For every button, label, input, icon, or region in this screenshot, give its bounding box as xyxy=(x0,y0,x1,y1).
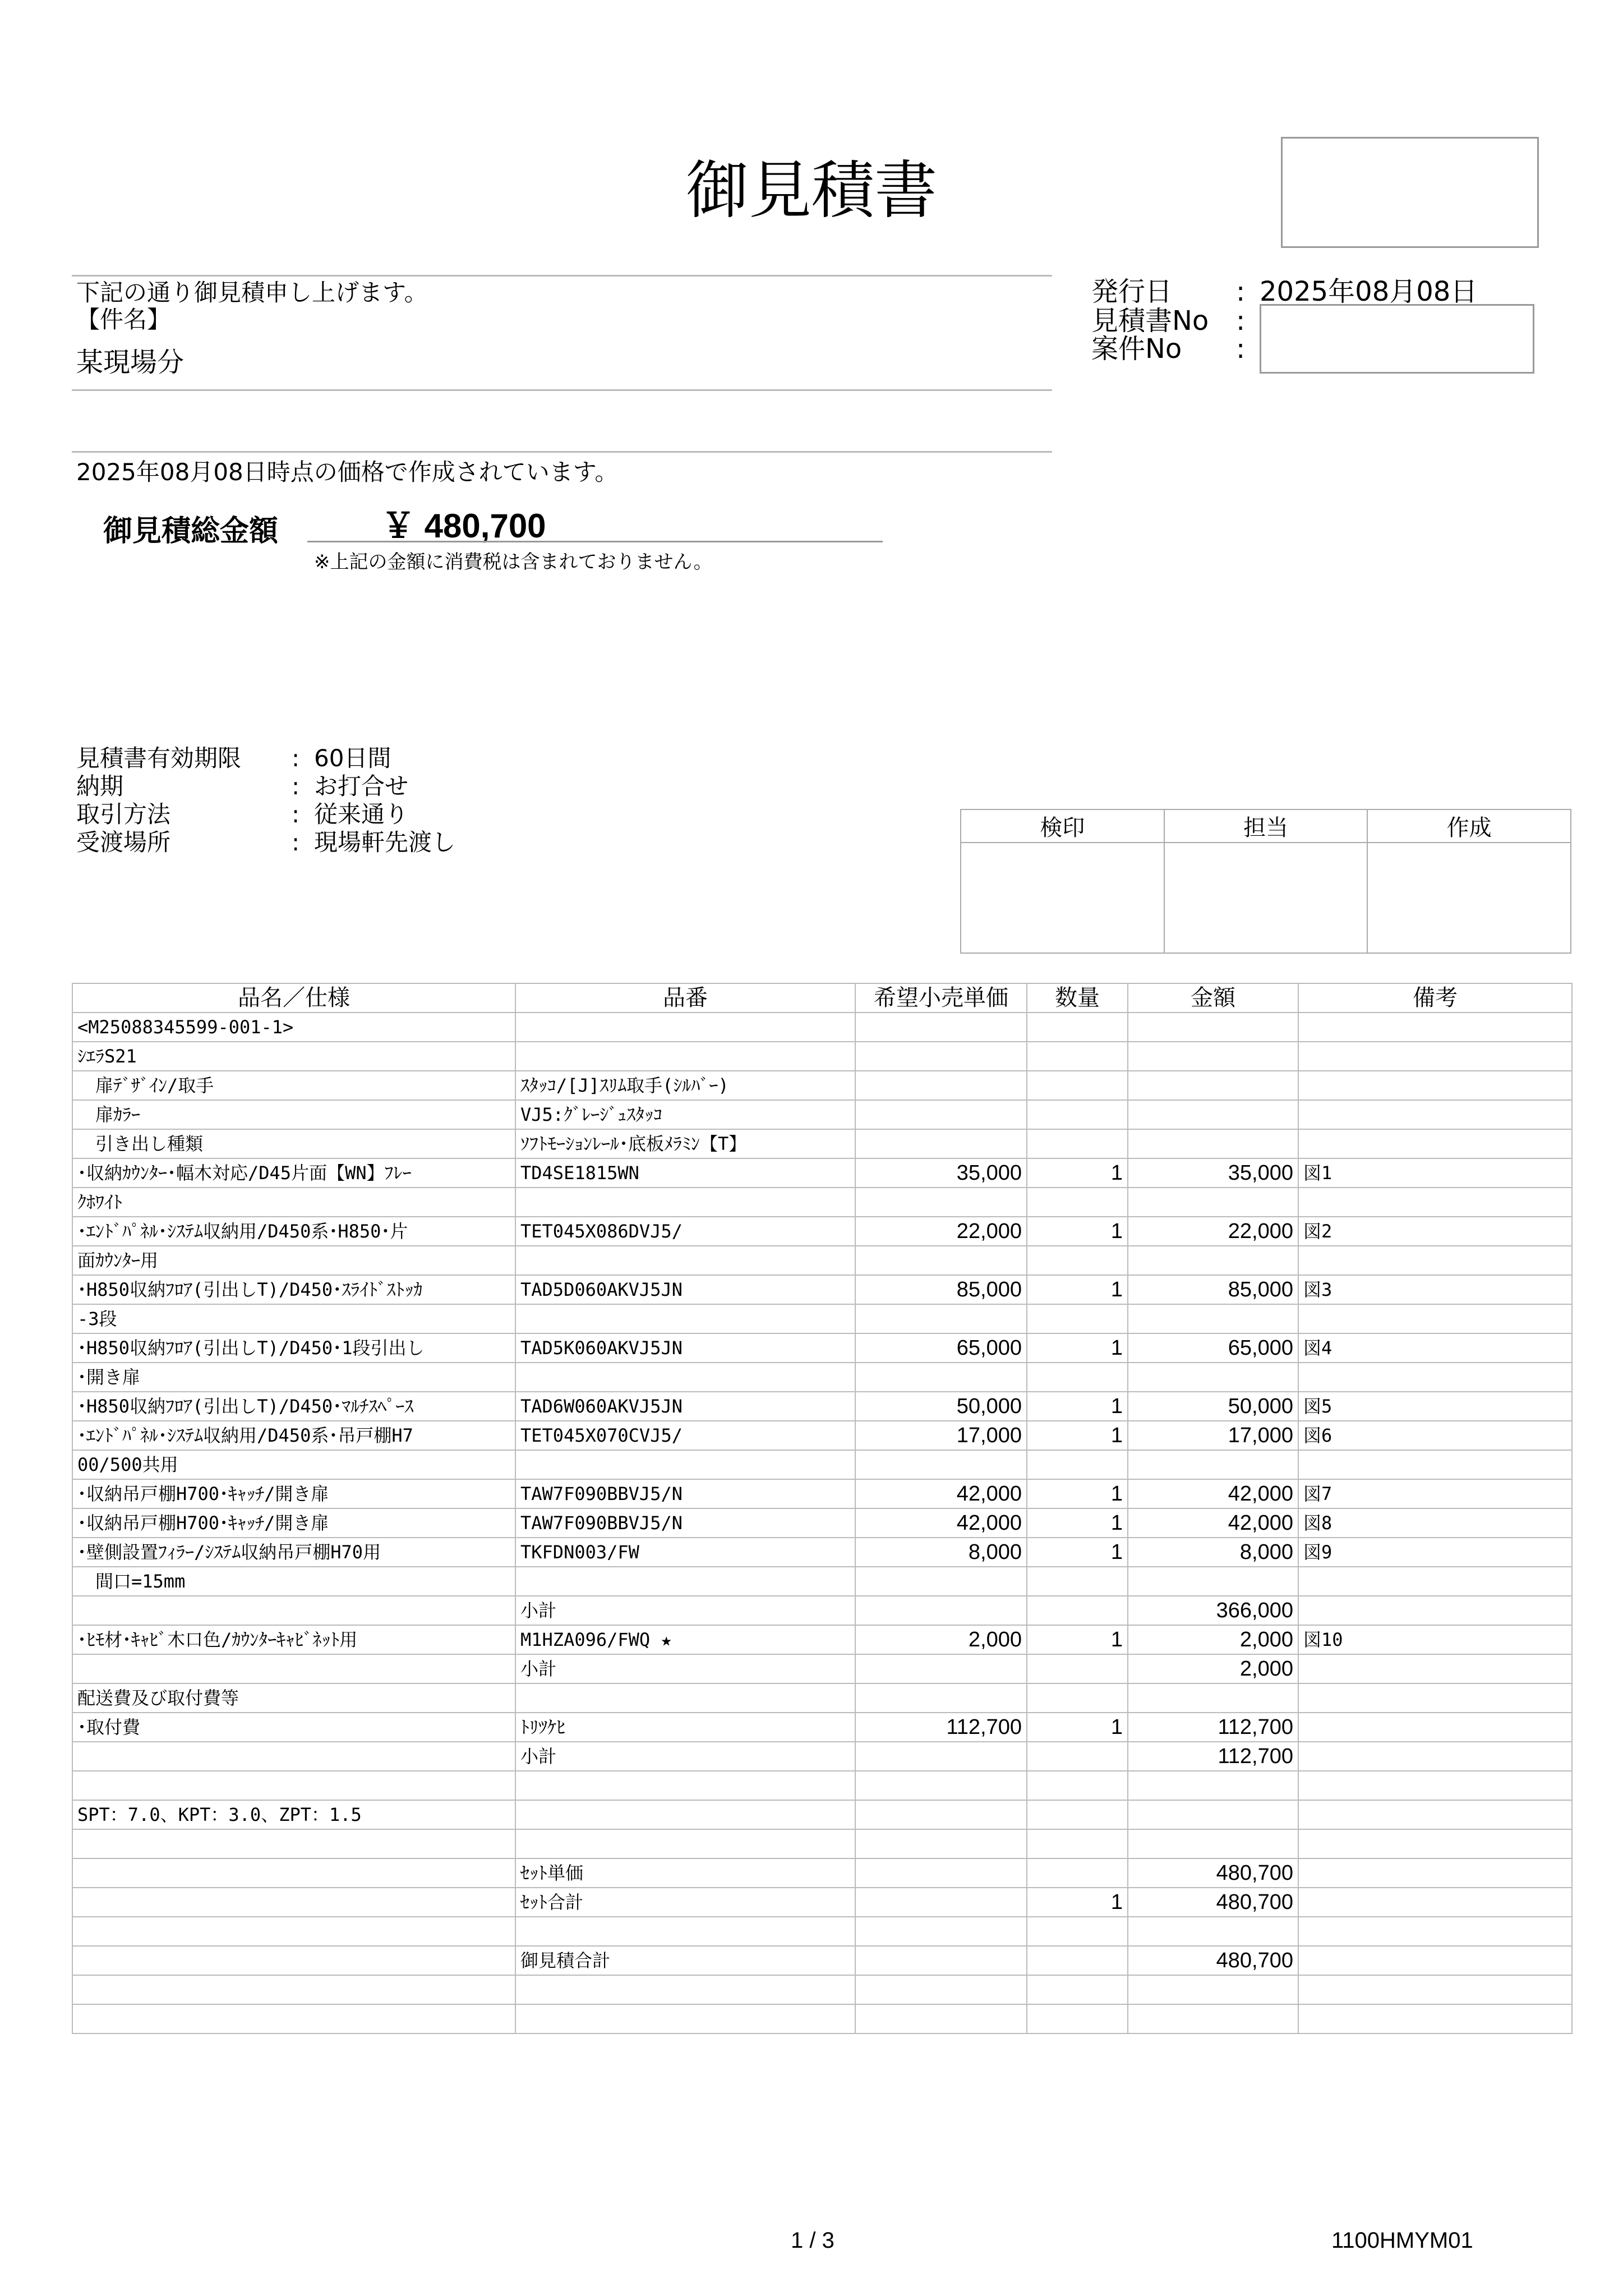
item-name-cell: 引き出し種類 xyxy=(72,1129,515,1158)
quantity-cell xyxy=(1027,1917,1128,1946)
item-name-cell: ｸﾎﾜｲﾄ xyxy=(72,1188,515,1217)
item-name-cell: SPT：7.0、KPT：3.0、ZPT：1.5 xyxy=(72,1800,515,1829)
amount-cell: 35,000 xyxy=(1128,1158,1298,1188)
unit-price-cell xyxy=(855,1188,1027,1217)
remarks-cell xyxy=(1298,1596,1572,1625)
remarks-cell: 図4 xyxy=(1298,1333,1572,1363)
quantity-cell: 1 xyxy=(1027,1538,1128,1567)
table-row xyxy=(72,1071,1572,1100)
item-code-cell: TAW7F090BBVJ5/N xyxy=(515,1479,855,1508)
document-title: 御見積書 xyxy=(686,154,937,227)
amount-cell: 85,000 xyxy=(1128,1275,1298,1304)
table-row xyxy=(72,1042,1572,1071)
item-name-cell: ･収納吊戸棚H700･ｷｬｯﾁ/開き扉 xyxy=(72,1479,515,1508)
quantity-cell: 1 xyxy=(1027,1625,1128,1654)
quantity-cell xyxy=(1027,1946,1128,1975)
quantity-cell xyxy=(1027,1246,1128,1275)
remarks-cell xyxy=(1298,1654,1572,1683)
term-label: 見積書有効期限 xyxy=(76,744,242,772)
quantity-cell xyxy=(1027,1013,1128,1042)
amount-cell: 366,000 xyxy=(1128,1596,1298,1625)
item-name-cell: 配送費及び取付費等 xyxy=(72,1683,515,1713)
amount-cell: 480,700 xyxy=(1128,1946,1298,1975)
remarks-cell xyxy=(1298,1800,1572,1829)
meta-colon: : xyxy=(1236,333,1246,365)
quantity-cell xyxy=(1027,1771,1128,1800)
table-row xyxy=(72,1100,1572,1129)
remarks-cell: 図8 xyxy=(1298,1508,1572,1538)
amount-cell: 17,000 xyxy=(1128,1421,1298,1450)
unit-price-cell: 17,000 xyxy=(855,1421,1027,1450)
item-name-cell: <M25088345599-001-1> xyxy=(72,1013,515,1042)
remarks-cell xyxy=(1298,1771,1572,1800)
amount-cell xyxy=(1128,1042,1298,1071)
quantity-cell xyxy=(1027,1858,1128,1888)
remarks-cell xyxy=(1298,1946,1572,1975)
item-name-cell: ･壁側設置ﾌｨﾗｰ/ｼｽﾃﾑ収納吊戸棚H70用 xyxy=(72,1538,515,1567)
remarks-cell: 図10 xyxy=(1298,1625,1572,1654)
table-row xyxy=(72,1771,1572,1800)
amount-cell: 480,700 xyxy=(1128,1888,1298,1917)
item-code-cell: TET045X070CVJ5/ xyxy=(515,1421,855,1450)
column-header: 金額 xyxy=(1128,983,1298,1013)
tax-note: ※上記の金額に消費税は含まれておりません。 xyxy=(314,551,713,573)
unit-price-cell: 42,000 xyxy=(855,1508,1027,1538)
item-name-cell xyxy=(72,1946,515,1975)
amount-cell xyxy=(1128,1129,1298,1158)
table-row xyxy=(72,1858,1572,1888)
remarks-cell: 図5 xyxy=(1298,1392,1572,1421)
column-header: 希望小売単価 xyxy=(855,983,1027,1013)
remarks-cell xyxy=(1298,2004,1572,2033)
approval-header: 作成 xyxy=(1367,809,1571,843)
table-row xyxy=(72,1975,1572,2004)
remarks-cell xyxy=(1298,1188,1572,1217)
subject-value: 某現場分 xyxy=(76,347,185,378)
item-code-cell: 小計 xyxy=(515,1742,855,1771)
quantity-cell: 1 xyxy=(1027,1508,1128,1538)
divider xyxy=(72,275,1052,277)
quantity-cell xyxy=(1027,1188,1128,1217)
total-underline xyxy=(307,541,883,542)
item-name-cell xyxy=(72,1858,515,1888)
quantity-cell xyxy=(1027,1363,1128,1392)
item-code-cell xyxy=(515,1042,855,1071)
item-code-cell xyxy=(515,1246,855,1275)
item-name-cell: 扉ﾃﾞｻﾞｲﾝ/取手 xyxy=(72,1071,515,1100)
remarks-cell: 図7 xyxy=(1298,1479,1572,1508)
table-row xyxy=(72,1275,1572,1304)
quantity-cell: 1 xyxy=(1027,1713,1128,1742)
term-value: 従来通り xyxy=(314,800,409,828)
table-row xyxy=(72,1683,1572,1713)
quantity-cell xyxy=(1027,1304,1128,1333)
column-header: 数量 xyxy=(1027,983,1128,1013)
item-code-cell: TAD6W060AKVJ5JN xyxy=(515,1392,855,1421)
unit-price-cell xyxy=(855,1013,1027,1042)
item-name-cell: ･H850収納ﾌﾛｱ(引出しT)/D450･ﾏﾙﾁｽﾍﾟｰｽ xyxy=(72,1392,515,1421)
table-row xyxy=(72,1479,1572,1508)
unit-price-cell xyxy=(855,1888,1027,1917)
quantity-cell xyxy=(1027,1596,1128,1625)
unit-price-cell xyxy=(855,1946,1027,1975)
item-code-cell xyxy=(515,1450,855,1479)
items-table xyxy=(72,983,1573,2034)
approval-stamp-cell xyxy=(961,843,1164,953)
item-code-cell: TAD5K060AKVJ5JN xyxy=(515,1333,855,1363)
document-code: 1100HMYM01 xyxy=(1331,2228,1473,2253)
table-row xyxy=(72,1742,1572,1771)
quantity-cell xyxy=(1027,1654,1128,1683)
divider xyxy=(72,451,1052,453)
item-code-cell xyxy=(515,1917,855,1946)
quantity-cell xyxy=(1027,1829,1128,1858)
remarks-cell xyxy=(1298,1450,1572,1479)
table-row xyxy=(72,1363,1572,1392)
price-note: 2025年08月08日時点の価格で作成されています。 xyxy=(76,458,619,486)
item-name-cell: ･収納吊戸棚H700･ｷｬｯﾁ/開き扉 xyxy=(72,1508,515,1538)
unit-price-cell: 65,000 xyxy=(855,1333,1027,1363)
item-name-cell xyxy=(72,1596,515,1625)
quantity-cell xyxy=(1027,1042,1128,1071)
unit-price-cell xyxy=(855,1596,1027,1625)
table-row xyxy=(72,1188,1572,1217)
amount-cell xyxy=(1128,1188,1298,1217)
item-name-cell: 面ｶｳﾝﾀｰ用 xyxy=(72,1246,515,1275)
table-row xyxy=(72,1829,1572,1858)
unit-price-cell xyxy=(855,1771,1027,1800)
term-label: 納期 xyxy=(76,772,124,800)
unit-price-cell xyxy=(855,1742,1027,1771)
item-code-cell xyxy=(515,1771,855,1800)
unit-price-cell: 22,000 xyxy=(855,1217,1027,1246)
remarks-cell xyxy=(1298,1042,1572,1071)
table-row xyxy=(72,1800,1572,1829)
table-row xyxy=(72,1596,1572,1625)
unit-price-cell: 85,000 xyxy=(855,1275,1027,1304)
amount-cell xyxy=(1128,1917,1298,1946)
item-name-cell xyxy=(72,1975,515,2004)
term-colon: : xyxy=(292,800,300,828)
item-name-cell xyxy=(72,1654,515,1683)
unit-price-cell: 2,000 xyxy=(855,1625,1027,1654)
remarks-cell xyxy=(1298,1975,1572,2004)
issue-date-label: 発行日 xyxy=(1091,276,1173,307)
page-number: 1 / 3 xyxy=(791,2228,834,2253)
table-row xyxy=(72,1333,1572,1363)
item-code-cell xyxy=(515,1363,855,1392)
table-row xyxy=(72,1392,1572,1421)
remarks-cell: 図3 xyxy=(1298,1275,1572,1304)
amount-cell xyxy=(1128,1013,1298,1042)
unit-price-cell xyxy=(855,1100,1027,1129)
unit-price-cell xyxy=(855,1071,1027,1100)
quantity-cell: 1 xyxy=(1027,1217,1128,1246)
amount-cell xyxy=(1128,1771,1298,1800)
unit-price-cell: 42,000 xyxy=(855,1479,1027,1508)
table-row xyxy=(72,1246,1572,1275)
item-code-cell: ﾄﾘﾂｹﾋ xyxy=(515,1713,855,1742)
remarks-cell xyxy=(1298,1246,1572,1275)
remarks-cell: 図6 xyxy=(1298,1421,1572,1450)
quantity-cell xyxy=(1027,1742,1128,1771)
issue-date-value: 2025年08月08日 xyxy=(1260,276,1478,307)
quantity-cell xyxy=(1027,1975,1128,2004)
table-row xyxy=(72,1304,1572,1333)
remarks-cell: 図2 xyxy=(1298,1217,1572,1246)
item-name-cell: ｼｴﾗS21 xyxy=(72,1042,515,1071)
item-name-cell: ･ｴﾝﾄﾞﾊﾟﾈﾙ･ｼｽﾃﾑ収納用/D450系･吊戸棚H7 xyxy=(72,1421,515,1450)
amount-cell xyxy=(1128,1100,1298,1129)
amount-cell xyxy=(1128,1363,1298,1392)
item-code-cell xyxy=(515,1975,855,2004)
table-row xyxy=(72,1917,1572,1946)
unit-price-cell xyxy=(855,1800,1027,1829)
unit-price-cell xyxy=(855,1683,1027,1713)
table-row xyxy=(72,1158,1572,1188)
amount-cell: 480,700 xyxy=(1128,1858,1298,1888)
approval-stamp-cell xyxy=(1164,843,1368,953)
unit-price-cell xyxy=(855,1858,1027,1888)
item-code-cell: TD4SE1815WN xyxy=(515,1158,855,1188)
amount-cell: 22,000 xyxy=(1128,1217,1298,1246)
amount-cell: 42,000 xyxy=(1128,1479,1298,1508)
item-name-cell: 00/500共用 xyxy=(72,1450,515,1479)
table-row xyxy=(72,1421,1572,1450)
meta-colon: : xyxy=(1236,305,1246,337)
remarks-cell xyxy=(1298,1888,1572,1917)
unit-price-cell: 112,700 xyxy=(855,1713,1027,1742)
item-code-cell xyxy=(515,1013,855,1042)
quantity-cell: 1 xyxy=(1027,1275,1128,1304)
quantity-cell: 1 xyxy=(1027,1888,1128,1917)
table-row xyxy=(72,1713,1572,1742)
item-name-cell: 間口=15mm xyxy=(72,1567,515,1596)
remarks-cell xyxy=(1298,1013,1572,1042)
total-amount: ￥ 480,700 xyxy=(381,507,546,545)
divider xyxy=(72,389,1052,391)
remarks-cell xyxy=(1298,1829,1572,1858)
quantity-cell xyxy=(1027,1567,1128,1596)
column-header: 備考 xyxy=(1298,983,1572,1013)
table-row xyxy=(72,1129,1572,1158)
item-name-cell: ･H850収納ﾌﾛｱ(引出しT)/D450･1段引出し xyxy=(72,1333,515,1363)
table-row xyxy=(72,2004,1572,2033)
table-row xyxy=(72,1508,1572,1538)
unit-price-cell xyxy=(855,1042,1027,1071)
unit-price-cell xyxy=(855,2004,1027,2033)
table-row xyxy=(72,1013,1572,1042)
table-row xyxy=(72,1654,1572,1683)
item-code-cell: TET045X086DVJ5/ xyxy=(515,1217,855,1246)
unit-price-cell xyxy=(855,1129,1027,1158)
remarks-cell xyxy=(1298,1917,1572,1946)
table-row xyxy=(72,1946,1572,1975)
approval-table xyxy=(960,809,1571,954)
item-code-cell: ｽﾀｯｺ/[J]ｽﾘﾑ取手(ｼﾙﾊﾞｰ) xyxy=(515,1071,855,1100)
amount-cell: 112,700 xyxy=(1128,1713,1298,1742)
table-row xyxy=(72,1538,1572,1567)
item-code-cell xyxy=(515,1829,855,1858)
item-code-cell: ｾｯﾄ合計 xyxy=(515,1888,855,1917)
remarks-cell xyxy=(1298,1363,1572,1392)
table-header-row xyxy=(72,983,1572,1013)
item-code-cell: TKFDN003/FW xyxy=(515,1538,855,1567)
term-colon: : xyxy=(292,744,300,772)
amount-cell: 8,000 xyxy=(1128,1538,1298,1567)
item-name-cell: ･開き扉 xyxy=(72,1363,515,1392)
amount-cell: 42,000 xyxy=(1128,1508,1298,1538)
item-name-cell: 扉ｶﾗｰ xyxy=(72,1100,515,1129)
remarks-cell: 図9 xyxy=(1298,1538,1572,1567)
remarks-cell xyxy=(1298,1742,1572,1771)
unit-price-cell: 8,000 xyxy=(855,1538,1027,1567)
quantity-cell xyxy=(1027,1800,1128,1829)
amount-cell xyxy=(1128,1071,1298,1100)
unit-price-cell xyxy=(855,1450,1027,1479)
item-name-cell xyxy=(72,1917,515,1946)
unit-price-cell xyxy=(855,1654,1027,1683)
term-colon: : xyxy=(292,772,300,800)
item-name-cell xyxy=(72,1771,515,1800)
item-code-cell xyxy=(515,1683,855,1713)
amount-cell: 112,700 xyxy=(1128,1742,1298,1771)
item-code-cell: ｾｯﾄ単価 xyxy=(515,1858,855,1888)
item-code-cell: TAW7F090BBVJ5/N xyxy=(515,1508,855,1538)
remarks-cell xyxy=(1298,1683,1572,1713)
meta-colon: : xyxy=(1236,276,1246,307)
amount-cell: 50,000 xyxy=(1128,1392,1298,1421)
item-name-cell: ･ｴﾝﾄﾞﾊﾟﾈﾙ･ｼｽﾃﾑ収納用/D450系･H850･片 xyxy=(72,1217,515,1246)
column-header: 品名／仕様 xyxy=(72,983,515,1013)
estimate-no-label: 見積書No xyxy=(1091,305,1209,337)
amount-cell xyxy=(1128,1450,1298,1479)
intro-text: 下記の通り御見積申し上げます。 xyxy=(76,279,428,306)
term-value: 現場軒先渡し xyxy=(314,829,456,856)
quantity-cell: 1 xyxy=(1027,1158,1128,1188)
amount-cell: 65,000 xyxy=(1128,1333,1298,1363)
term-value: 60日間 xyxy=(314,744,391,772)
column-header: 品番 xyxy=(515,983,855,1013)
remarks-cell xyxy=(1298,1071,1572,1100)
table-row xyxy=(72,1450,1572,1479)
case-no-label: 案件No xyxy=(1091,333,1182,365)
amount-cell xyxy=(1128,1246,1298,1275)
subject-label: 【件名】 xyxy=(76,306,171,333)
total-label: 御見積総金額 xyxy=(103,514,279,548)
quantity-cell xyxy=(1027,1129,1128,1158)
amount-cell xyxy=(1128,1975,1298,2004)
quantity-cell xyxy=(1027,2004,1128,2033)
unit-price-cell xyxy=(855,1246,1027,1275)
remarks-cell xyxy=(1298,1858,1572,1888)
item-name-cell xyxy=(72,2004,515,2033)
item-name-cell xyxy=(72,1742,515,1771)
item-code-cell: ｿﾌﾄﾓｰｼｮﾝﾚｰﾙ･底板ﾒﾗﾐﾝ【T】 xyxy=(515,1129,855,1158)
quantity-cell xyxy=(1027,1071,1128,1100)
item-code-cell: M1HZA096/FWQ ★ xyxy=(515,1625,855,1654)
stamp-box xyxy=(1281,137,1539,248)
item-name-cell: ･収納ｶｳﾝﾀｰ･幅木対応/D45片面【WN】ﾌﾚｰ xyxy=(72,1158,515,1188)
amount-cell xyxy=(1128,1567,1298,1596)
unit-price-cell xyxy=(855,1829,1027,1858)
table-row xyxy=(72,1567,1572,1596)
remarks-cell xyxy=(1298,1129,1572,1158)
term-label: 受渡場所 xyxy=(76,829,171,856)
unit-price-cell xyxy=(855,1304,1027,1333)
table-row xyxy=(72,1888,1572,1917)
unit-price-cell: 35,000 xyxy=(855,1158,1027,1188)
term-value: お打合せ xyxy=(314,772,409,800)
item-name-cell: ･ﾋﾓ材･ｷｬﾋﾞ木口色/ｶｳﾝﾀｰｷｬﾋﾞﾈｯﾄ用 xyxy=(72,1625,515,1654)
remarks-cell xyxy=(1298,1713,1572,1742)
unit-price-cell xyxy=(855,1917,1027,1946)
item-name-cell: ･H850収納ﾌﾛｱ(引出しT)/D450･ｽﾗｲﾄﾞｽﾄｯｶ xyxy=(72,1275,515,1304)
item-code-cell: 御見積合計 xyxy=(515,1946,855,1975)
unit-price-cell: 50,000 xyxy=(855,1392,1027,1421)
item-code-cell: 小計 xyxy=(515,1596,855,1625)
table-row xyxy=(72,1625,1572,1654)
amount-cell xyxy=(1128,1829,1298,1858)
item-code-cell xyxy=(515,1567,855,1596)
unit-price-cell xyxy=(855,1567,1027,1596)
approval-header: 検印 xyxy=(961,809,1164,843)
item-code-cell: 小計 xyxy=(515,1654,855,1683)
item-name-cell xyxy=(72,1888,515,1917)
quantity-cell: 1 xyxy=(1027,1392,1128,1421)
approval-stamp-cell xyxy=(1367,843,1571,953)
item-code-cell xyxy=(515,1800,855,1829)
item-name-cell: -3段 xyxy=(72,1304,515,1333)
term-label: 取引方法 xyxy=(76,800,171,828)
quantity-cell xyxy=(1027,1100,1128,1129)
item-name-cell xyxy=(72,1829,515,1858)
term-colon: : xyxy=(292,829,300,856)
item-code-cell: VJ5:ｸﾞﾚｰｼﾞｭｽﾀｯｺ xyxy=(515,1100,855,1129)
amount-cell xyxy=(1128,1304,1298,1333)
item-code-cell xyxy=(515,1188,855,1217)
unit-price-cell xyxy=(855,1363,1027,1392)
amount-cell: 2,000 xyxy=(1128,1625,1298,1654)
amount-cell xyxy=(1128,2004,1298,2033)
remarks-cell xyxy=(1298,1304,1572,1333)
quantity-cell: 1 xyxy=(1027,1421,1128,1450)
amount-cell xyxy=(1128,1800,1298,1829)
quantity-cell: 1 xyxy=(1027,1479,1128,1508)
remarks-cell xyxy=(1298,1100,1572,1129)
amount-cell xyxy=(1128,1683,1298,1713)
amount-cell: 2,000 xyxy=(1128,1654,1298,1683)
table-row xyxy=(72,1217,1572,1246)
quantity-cell xyxy=(1027,1683,1128,1713)
remarks-cell: 図1 xyxy=(1298,1158,1572,1188)
item-name-cell: ･取付費 xyxy=(72,1713,515,1742)
item-code-cell xyxy=(515,2004,855,2033)
item-code-cell: TAD5D060AKVJ5JN xyxy=(515,1275,855,1304)
quantity-cell xyxy=(1027,1450,1128,1479)
item-code-cell xyxy=(515,1304,855,1333)
unit-price-cell xyxy=(855,1975,1027,2004)
remarks-cell xyxy=(1298,1567,1572,1596)
approval-header: 担当 xyxy=(1164,809,1368,843)
estimate-number-box xyxy=(1260,304,1534,374)
quantity-cell: 1 xyxy=(1027,1333,1128,1363)
